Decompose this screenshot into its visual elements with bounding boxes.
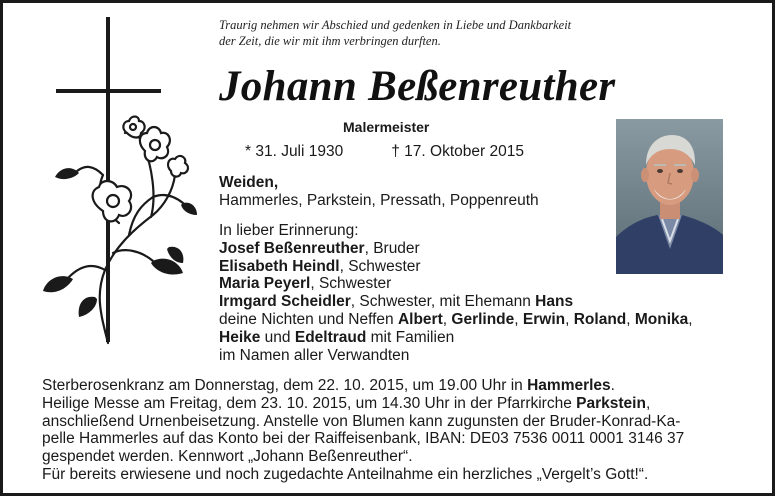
intro-text	[219, 17, 571, 49]
notice-line-2	[42, 395, 684, 413]
notice-line-4: pelle Hammerles auf das Konto bei der Raiffeisenbank, IBAN: DE03 7536 0011 0001 3146 37	[42, 430, 685, 448]
notice-line-1	[42, 377, 684, 395]
cross-with-flowers-icon	[33, 15, 203, 350]
life-dates	[245, 143, 524, 161]
with-families: mit Familien	[366, 328, 455, 346]
separator: ,	[688, 310, 693, 328]
mourners-closing: im Namen aller Verwandten	[219, 346, 410, 364]
separator: ,	[565, 310, 574, 328]
intro-line-1: Traurig nehmen wir Abschied und gedenken in Liebe und Dankbarkeit	[219, 18, 572, 32]
place-villages: Hammerles, Parkstein, Pressath, Poppenreuth	[219, 191, 539, 209]
mourners-heading: In lieber Erinnerung:	[219, 222, 359, 239]
mourner-4-name: Irmgard Scheidler	[219, 293, 351, 311]
nephew-gerlinde: Gerlinde	[451, 310, 515, 328]
nephew-erwin: Erwin	[522, 310, 566, 328]
separator: ,	[514, 310, 523, 328]
mourner-2-relation: , Schwester	[339, 257, 421, 275]
death-date: † 17. Oktober 2015	[391, 143, 524, 160]
deceased-name: Johann Beßenreuther	[219, 63, 616, 110]
service-notice	[42, 377, 684, 484]
nephew-monika: Monika	[634, 310, 689, 328]
place-block	[219, 174, 539, 210]
mourner-1-relation: , Bruder	[364, 239, 420, 257]
mourner-2-name: Elisabeth Heindl	[219, 257, 340, 275]
nephews-intro: deine Nichten und Neffen	[219, 310, 398, 328]
punct: .	[610, 377, 615, 394]
mourner-3-relation: , Schwester	[310, 275, 392, 293]
rosary-place: Hammerles	[527, 377, 611, 394]
nephew-albert: Albert	[397, 310, 443, 328]
conjunction: und	[260, 328, 295, 346]
portrait-image	[616, 119, 723, 274]
intro-line-2: der Zeit, die wir mit ihm verbringen durften.	[219, 34, 441, 48]
rosary-text: Sterberosenkranz am Donnerstag, dem 22. 10. 2015, um 19.00 Uhr in	[42, 377, 528, 394]
nephews-line	[219, 311, 693, 329]
notice-line-5: gespendet werden. Kennwort „Johann Beßenreuther“.	[42, 448, 413, 466]
portrait-photo	[616, 119, 723, 274]
nephew-roland: Roland	[573, 310, 627, 328]
mourner-1-name: Josef Beßenreuther	[219, 239, 365, 257]
mass-place: Parkstein	[576, 394, 646, 412]
notice-line-6: Für bereits erwiesene und noch zugedachte Anteilnahme ein herzliches „Vergelt’s Gott!“.	[42, 465, 649, 483]
mourner-3	[219, 275, 693, 293]
notice-line-3: anschließend Urnenbeisetzung. Anstelle von Blumen kann zugunsten der Bruder-Konrad-Ka-	[42, 412, 681, 430]
mourner-4-relation: , Schwester, mit Ehemann	[350, 293, 536, 311]
mourner-4	[219, 293, 693, 311]
place-title: Weiden,	[219, 174, 279, 191]
mourner-heike: Heike	[219, 328, 261, 346]
deceased-profession: Malermeister	[343, 119, 430, 135]
birth-date: * 31. Juli 1930	[245, 143, 344, 160]
separator: ,	[626, 310, 635, 328]
mourner-3-name: Maria Peyerl	[219, 275, 311, 293]
punct: ,	[645, 394, 651, 412]
separator: ,	[442, 310, 452, 328]
mass-text: Heilige Messe am Freitag, dem 23. 10. 2015, um 14.30 Uhr in der Pfarrkirche	[42, 394, 577, 412]
mourner-edeltraud: Edeltraud	[294, 328, 367, 346]
families-line	[219, 329, 693, 347]
mourner-4-spouse: Hans	[535, 293, 574, 311]
